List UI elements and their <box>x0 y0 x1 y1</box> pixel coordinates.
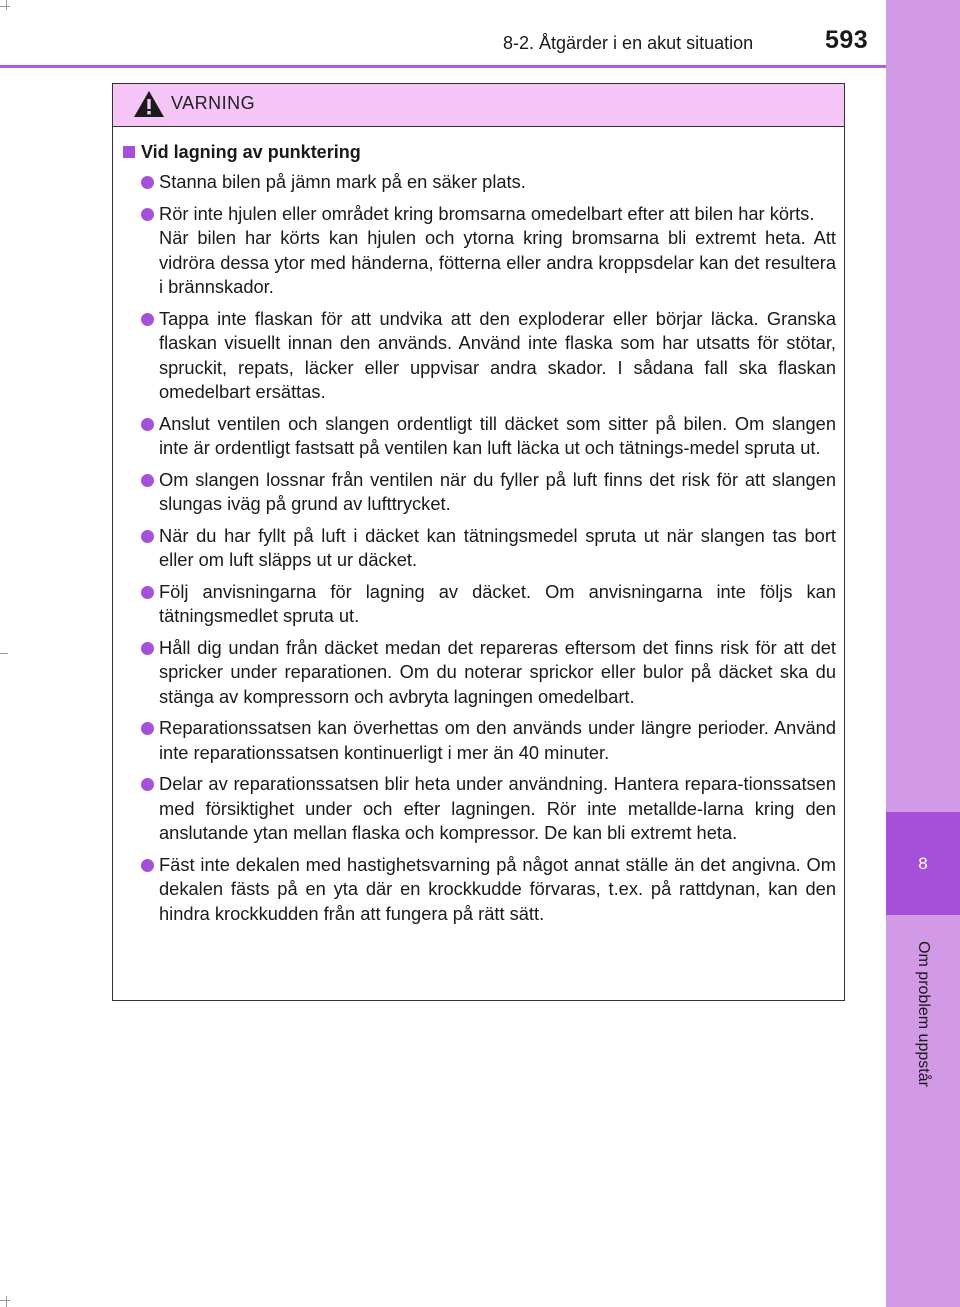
bullet-text <box>159 716 836 765</box>
bullet-dot-icon <box>141 530 154 543</box>
warning-heading-text: Vid lagning av punktering <box>141 142 361 162</box>
bullet-text <box>159 524 836 573</box>
warning-heading <box>121 140 836 165</box>
page-number: 593 <box>825 26 869 54</box>
warning-bullet-item <box>121 853 836 927</box>
warning-body <box>113 127 844 926</box>
bullet-text <box>159 170 836 195</box>
warning-bullet-item <box>121 170 836 195</box>
warning-bullet-item <box>121 772 836 846</box>
bullet-dot-icon <box>141 208 154 221</box>
crop-mark <box>6 1296 7 1307</box>
bullet-dot-icon <box>141 859 154 872</box>
bullet-paragraph: Reparationssatsen kan överhettas om den används under längre perioder. Använd inte reparationssatsen kontinuerligt i mer än 40 minuter. <box>159 717 836 763</box>
chapter-number: 8 <box>918 854 928 873</box>
bullet-dot-icon <box>141 418 154 431</box>
bullet-dot-icon <box>141 313 154 326</box>
warning-bullet-item <box>121 307 836 405</box>
bullet-paragraph: Rör inte hjulen eller området kring bromsarna omedelbart efter att bilen har körts. <box>159 202 815 224</box>
bullet-dot-icon <box>141 586 154 599</box>
bullet-paragraph: Tappa inte flaskan för att undvika att den exploderar eller börjar läcka. Granska flaskan visuellt innan den används. Använd inte flaska som har utsatts för stötar, spruckit, repats, läcker eller uppvisar andra skador. I sådana fall ska flaskan omedelbart ersättas. <box>159 307 836 402</box>
bullet-paragraph: Stanna bilen på jämn mark på en säker plats. <box>159 171 526 192</box>
crop-mark <box>0 1300 10 1301</box>
warning-bullet-item <box>121 580 836 629</box>
heading-square-icon <box>123 146 135 158</box>
crop-mark <box>0 653 8 654</box>
section-title: 8-2. Åtgärder i en akut situation <box>503 33 754 53</box>
warning-bullet-list <box>121 170 836 926</box>
bullet-text <box>159 772 836 846</box>
bullet-dot-icon <box>141 778 154 791</box>
bullet-paragraph: När bilen har körts kan hjulen och ytorna kring bromsarna bli extremt heta. Att vidröra dessa ytor med händerna, fötterna eller andra kroppsdelar kan det resultera i brännskador. <box>159 227 836 297</box>
crop-mark <box>0 6 10 7</box>
bullet-dot-icon <box>141 722 154 735</box>
bullet-paragraph: Delar av reparationssatsen blir heta under användning. Hantera repara-tionssatsen med försiktighet under och efter lagningen. Rör inte metallde-larna kring den anslutande ytan mellan flaska och kompressor. De kan bli extremt heta. <box>159 773 836 843</box>
bullet-dot-icon <box>141 176 154 189</box>
bullet-paragraph: När du har fyllt på luft i däcket kan tätningsmedel spruta ut när slangen tas bort eller om luft släpps ut ur däcket. <box>159 524 836 570</box>
warning-bullet-item <box>121 468 836 517</box>
bullet-text <box>159 468 836 517</box>
chapter-label: Om problem uppstår <box>915 941 932 1087</box>
bullet-text <box>159 636 836 710</box>
warning-bullet-item <box>121 636 836 710</box>
warning-triangle-icon <box>133 90 165 118</box>
warning-header <box>113 84 844 127</box>
header-divider <box>0 65 886 68</box>
warning-bullet-item <box>121 716 836 765</box>
warning-bullet-item <box>121 202 836 300</box>
warning-box <box>112 83 845 1001</box>
crop-mark <box>6 0 7 10</box>
bullet-text <box>159 412 836 461</box>
bullet-dot-icon <box>141 474 154 487</box>
bullet-paragraph: Fäst inte dekalen med hastighetsvarning på något annat ställe än det angivna. Om dekalen fästs på en yta där en krockkudde förvaras, t.ex. på rattdynan, kan den hindra krockkudden från att fungera på rätt sätt. <box>159 853 836 924</box>
bullet-paragraph: Följ anvisningarna för lagning av däcket. Om anvisningarna inte följs kan tätningsmedlet spruta ut. <box>159 580 836 626</box>
bullet-paragraph: Håll dig undan från däcket medan det repareras eftersom det finns risk för att det spricker under reparationen. Om du noterar sprickor eller bulor på däcket ska du stänga av kompressorn och avbryta lagningen omedelbart. <box>159 636 836 707</box>
bullet-text <box>159 307 836 405</box>
warning-bullet-item <box>121 524 836 573</box>
bullet-text <box>159 853 836 927</box>
warning-bullet-item <box>121 412 836 461</box>
bullet-text <box>159 580 836 629</box>
side-tab <box>886 0 960 1307</box>
bullet-text <box>159 202 836 300</box>
bullet-dot-icon <box>141 642 154 655</box>
bullet-paragraph: Om slangen lossnar från ventilen när du fyller på luft finns det risk för att slangen slungas iväg på grund av lufttrycket. <box>159 468 836 514</box>
warning-label: VARNING <box>171 93 256 113</box>
bullet-paragraph: Anslut ventilen och slangen ordentligt till däcket som sitter på bilen. Om slangen inte är ordentligt fastsatt på ventilen kan luft läcka ut och tätnings-medel spruta ut. <box>159 412 836 458</box>
